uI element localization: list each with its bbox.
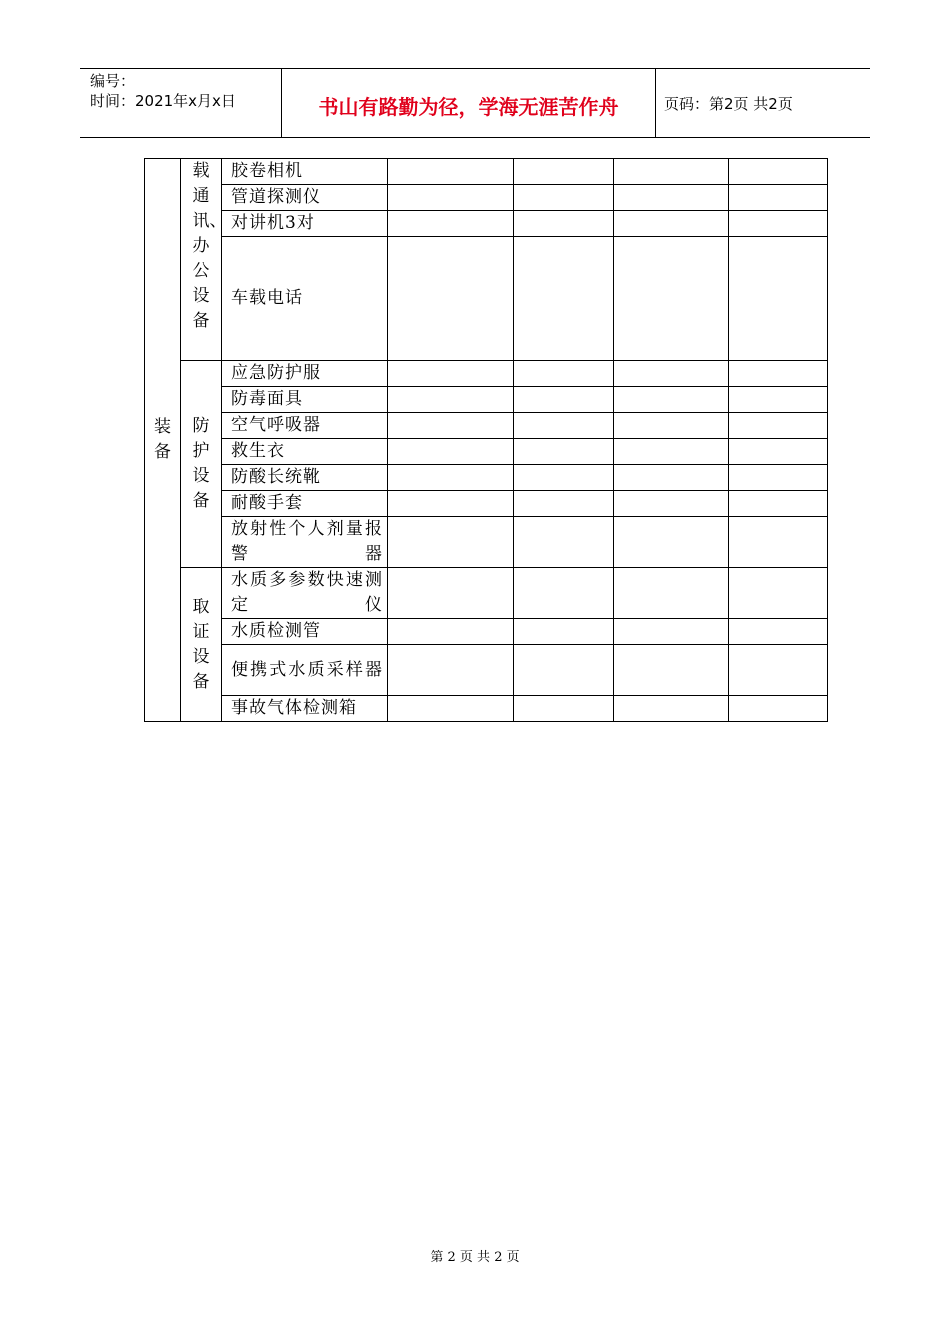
section-label: 载通讯、办公设备 <box>192 161 227 331</box>
empty-cell <box>729 387 828 413</box>
header-page-number: 页码：第2页 共2页 <box>664 95 793 113</box>
item-cell: 事故气体检测箱 <box>222 696 388 722</box>
empty-cell <box>614 387 729 413</box>
empty-cell <box>614 568 729 619</box>
empty-cell <box>388 387 514 413</box>
empty-cell <box>729 465 828 491</box>
empty-cell <box>614 185 729 211</box>
empty-cell <box>614 491 729 517</box>
empty-cell <box>388 619 514 645</box>
empty-cell <box>388 237 514 361</box>
empty-cell <box>514 696 614 722</box>
item-cell: 救生衣 <box>222 439 388 465</box>
empty-cell <box>388 568 514 619</box>
group-label-cell <box>145 159 181 722</box>
header-divider <box>655 69 656 137</box>
empty-cell <box>388 211 514 237</box>
empty-cell <box>514 568 614 619</box>
item-cell: 水质检测管 <box>222 619 388 645</box>
section-label: 防护设备 <box>192 416 210 511</box>
item-cell: 防毒面具 <box>222 387 388 413</box>
empty-cell <box>388 159 514 185</box>
empty-cell <box>614 517 729 568</box>
equipment-table <box>144 158 828 722</box>
empty-cell <box>729 439 828 465</box>
page-header <box>80 68 870 138</box>
page-footer: 第 2 页 共 2 页 <box>430 1250 520 1265</box>
document-time-label: 时间：2021年x月x日 <box>90 92 236 110</box>
empty-cell <box>729 159 828 185</box>
section-label-cell <box>181 568 222 722</box>
empty-cell <box>729 237 828 361</box>
empty-cell <box>614 465 729 491</box>
empty-cell <box>514 619 614 645</box>
empty-cell <box>388 517 514 568</box>
empty-cell <box>614 696 729 722</box>
item-cell: 便携式水质采样器 <box>222 645 388 696</box>
empty-cell <box>388 491 514 517</box>
section-label: 取证设备 <box>192 596 210 692</box>
item-cell: 应急防护服 <box>222 361 388 387</box>
empty-cell <box>614 439 729 465</box>
item-cell: 水质多参数快速测定仪 <box>222 568 388 619</box>
item-cell: 胶卷相机 <box>222 159 388 185</box>
empty-cell <box>614 645 729 696</box>
empty-cell <box>388 413 514 439</box>
empty-cell <box>388 645 514 696</box>
empty-cell <box>614 159 729 185</box>
item-cell: 防酸长统靴 <box>222 465 388 491</box>
empty-cell <box>614 619 729 645</box>
group-label: 装备 <box>154 417 171 462</box>
empty-cell <box>614 211 729 237</box>
empty-cell <box>514 517 614 568</box>
empty-cell <box>729 361 828 387</box>
empty-cell <box>614 361 729 387</box>
section-label-cell <box>181 361 222 568</box>
empty-cell <box>388 361 514 387</box>
empty-cell <box>514 361 614 387</box>
item-cell: 管道探测仪 <box>222 185 388 211</box>
empty-cell <box>729 619 828 645</box>
empty-cell <box>514 185 614 211</box>
empty-cell <box>729 185 828 211</box>
empty-cell <box>388 185 514 211</box>
empty-cell <box>388 696 514 722</box>
item-cell: 耐酸手套 <box>222 491 388 517</box>
empty-cell <box>729 491 828 517</box>
empty-cell <box>514 237 614 361</box>
empty-cell <box>729 211 828 237</box>
empty-cell <box>514 645 614 696</box>
document-number-label: 编号： <box>90 72 136 90</box>
item-cell: 放射性个人剂量报警器 <box>222 517 388 568</box>
empty-cell <box>729 517 828 568</box>
header-meta <box>90 71 236 111</box>
empty-cell <box>514 491 614 517</box>
empty-cell <box>514 159 614 185</box>
empty-cell <box>614 413 729 439</box>
empty-cell <box>729 568 828 619</box>
item-cell: 车载电话 <box>222 237 388 361</box>
empty-cell <box>514 413 614 439</box>
section-label-cell <box>181 159 227 361</box>
item-cell: 对讲机3对 <box>222 211 388 237</box>
empty-cell <box>514 465 614 491</box>
empty-cell <box>729 413 828 439</box>
empty-cell <box>514 387 614 413</box>
header-motto: 书山有路勤为径，学海无涯苦作舟 <box>318 95 619 119</box>
empty-cell <box>514 211 614 237</box>
empty-cell <box>614 237 729 361</box>
empty-cell <box>388 465 514 491</box>
item-cell: 空气呼吸器 <box>222 413 388 439</box>
empty-cell <box>729 696 828 722</box>
empty-cell <box>388 439 514 465</box>
empty-cell <box>514 439 614 465</box>
empty-cell <box>729 645 828 696</box>
